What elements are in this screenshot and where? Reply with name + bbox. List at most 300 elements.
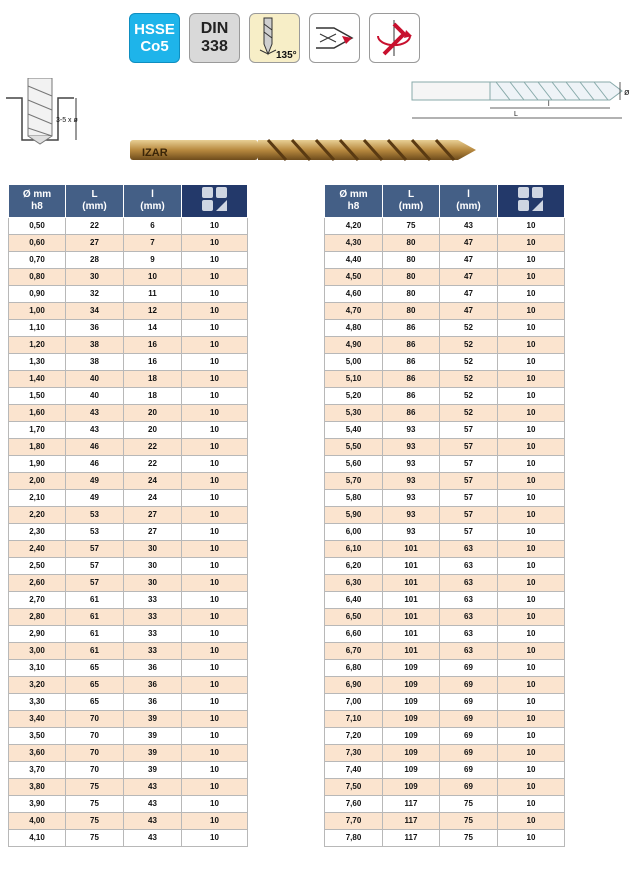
cell-pack-quantity: 10 — [498, 235, 565, 252]
cell-pack-quantity: 10 — [498, 388, 565, 405]
spec-table-left — [8, 184, 248, 847]
table-row — [325, 235, 565, 252]
cell-flute-length: 47 — [440, 252, 498, 269]
cell-total-length: 28 — [66, 252, 124, 269]
table-row — [325, 524, 565, 541]
cell-total-length: 34 — [66, 303, 124, 320]
cell-diameter: 4,80 — [325, 320, 383, 337]
cell-total-length: 117 — [383, 796, 440, 813]
cell-pack-quantity: 10 — [498, 779, 565, 796]
brand-label: IZAR — [142, 147, 168, 159]
cell-pack-quantity: 10 — [182, 303, 248, 320]
cell-diameter: 4,10 — [9, 830, 66, 847]
cell-total-length: 93 — [383, 490, 440, 507]
cell-flute-length: 47 — [440, 303, 498, 320]
cell-pack-quantity: 10 — [498, 269, 565, 286]
cell-flute-length: 52 — [440, 371, 498, 388]
cell-pack-quantity: 10 — [498, 422, 565, 439]
cell-pack-quantity: 10 — [182, 473, 248, 490]
cell-pack-quantity: 10 — [182, 813, 248, 830]
cell-flute-length: 10 — [124, 269, 182, 286]
cell-pack-quantity: 10 — [498, 796, 565, 813]
table-row — [9, 830, 248, 847]
table-row — [325, 286, 565, 303]
cell-diameter: 5,70 — [325, 473, 383, 490]
drill-dimension-diagram — [410, 74, 639, 126]
cell-diameter: 7,40 — [325, 762, 383, 779]
table-row — [325, 830, 565, 847]
cell-diameter: 3,70 — [9, 762, 66, 779]
cell-flute-length: 52 — [440, 388, 498, 405]
rotation-direction-icon — [370, 14, 419, 62]
cell-flute-length: 27 — [124, 507, 182, 524]
cell-pack-quantity: 10 — [498, 456, 565, 473]
cell-diameter: 1,50 — [9, 388, 66, 405]
table-row — [9, 779, 248, 796]
cell-pack-quantity: 10 — [182, 626, 248, 643]
cell-total-length: 86 — [383, 337, 440, 354]
cell-pack-quantity: 10 — [498, 541, 565, 558]
table-row — [325, 388, 565, 405]
table-row — [9, 439, 248, 456]
cell-total-length: 80 — [383, 235, 440, 252]
cell-flute-length: 52 — [440, 320, 498, 337]
cell-pack-quantity: 10 — [182, 218, 248, 235]
cell-diameter: 3,00 — [9, 643, 66, 660]
cell-diameter: 2,10 — [9, 490, 66, 507]
cell-flute-length: 16 — [124, 354, 182, 371]
drill-point-icon — [250, 14, 299, 62]
cell-flute-length: 75 — [440, 830, 498, 847]
cell-pack-quantity: 10 — [182, 558, 248, 575]
cell-total-length: 65 — [66, 677, 124, 694]
cell-total-length: 86 — [383, 320, 440, 337]
table-row — [9, 269, 248, 286]
cell-pack-quantity: 10 — [182, 354, 248, 371]
split-point-icon — [310, 14, 359, 62]
cell-total-length: 80 — [383, 286, 440, 303]
header-diameter: Ø mm h8 — [9, 185, 66, 218]
cell-total-length: 93 — [383, 422, 440, 439]
cell-total-length: 80 — [383, 269, 440, 286]
table-row — [9, 609, 248, 626]
table-row — [9, 320, 248, 337]
cell-flute-length: 20 — [124, 422, 182, 439]
cell-diameter: 3,30 — [9, 694, 66, 711]
pack-quantity-icon — [516, 185, 546, 213]
cell-diameter: 1,30 — [9, 354, 66, 371]
material-line2: Co5 — [140, 38, 169, 55]
cell-diameter: 6,40 — [325, 592, 383, 609]
cell-total-length: 117 — [383, 813, 440, 830]
drill-bit-image — [128, 133, 480, 167]
table-row — [9, 490, 248, 507]
cell-total-length: 49 — [66, 490, 124, 507]
cell-total-length: 86 — [383, 371, 440, 388]
cell-diameter: 4,90 — [325, 337, 383, 354]
cell-pack-quantity: 10 — [498, 728, 565, 745]
cell-flute-length: 16 — [124, 337, 182, 354]
cell-flute-length: 27 — [124, 524, 182, 541]
cell-diameter: 6,10 — [325, 541, 383, 558]
table-row — [9, 813, 248, 830]
cell-diameter: 1,10 — [9, 320, 66, 337]
cell-total-length: 43 — [66, 422, 124, 439]
cell-total-length: 101 — [383, 643, 440, 660]
table-row — [9, 728, 248, 745]
cell-pack-quantity: 10 — [498, 609, 565, 626]
cell-flute-length: 43 — [124, 830, 182, 847]
cell-flute-length: 33 — [124, 643, 182, 660]
cell-diameter: 6,60 — [325, 626, 383, 643]
cell-total-length: 75 — [66, 796, 124, 813]
cell-diameter: 7,20 — [325, 728, 383, 745]
cell-flute-length: 47 — [440, 286, 498, 303]
cell-total-length: 53 — [66, 507, 124, 524]
cell-total-length: 43 — [66, 405, 124, 422]
cell-diameter: 4,20 — [325, 218, 383, 235]
cell-flute-length: 22 — [124, 439, 182, 456]
cell-diameter: 0,60 — [9, 235, 66, 252]
cell-pack-quantity: 10 — [498, 558, 565, 575]
table-row — [325, 694, 565, 711]
table-row — [9, 524, 248, 541]
cell-total-length: 27 — [66, 235, 124, 252]
header-flute-length: l (mm) — [440, 185, 498, 218]
table-row — [9, 796, 248, 813]
table-row — [325, 643, 565, 660]
cell-diameter: 2,70 — [9, 592, 66, 609]
cell-flute-length: 69 — [440, 762, 498, 779]
cell-pack-quantity: 10 — [182, 745, 248, 762]
standard-line2: 338 — [201, 38, 228, 55]
cell-diameter: 3,50 — [9, 728, 66, 745]
cell-total-length: 57 — [66, 575, 124, 592]
cell-diameter: 2,20 — [9, 507, 66, 524]
cell-flute-length: 33 — [124, 609, 182, 626]
table-row — [325, 541, 565, 558]
cell-total-length: 61 — [66, 609, 124, 626]
cell-flute-length: 63 — [440, 558, 498, 575]
table-row — [9, 677, 248, 694]
cell-flute-length: 6 — [124, 218, 182, 235]
cell-diameter: 5,90 — [325, 507, 383, 524]
cell-diameter: 0,70 — [9, 252, 66, 269]
cell-pack-quantity: 10 — [182, 388, 248, 405]
cell-diameter: 3,80 — [9, 779, 66, 796]
cell-total-length: 75 — [66, 779, 124, 796]
standard-badge — [189, 13, 240, 63]
cell-diameter: 5,30 — [325, 405, 383, 422]
table-row — [325, 422, 565, 439]
table-row — [9, 643, 248, 660]
cell-pack-quantity: 10 — [182, 592, 248, 609]
cell-total-length: 117 — [383, 830, 440, 847]
cell-diameter: 4,50 — [325, 269, 383, 286]
cell-flute-length: 36 — [124, 677, 182, 694]
table-row — [325, 337, 565, 354]
cell-diameter: 4,40 — [325, 252, 383, 269]
cell-pack-quantity: 10 — [498, 252, 565, 269]
cell-flute-length: 36 — [124, 694, 182, 711]
table-row — [9, 541, 248, 558]
cell-diameter: 7,80 — [325, 830, 383, 847]
cell-flute-length: 39 — [124, 711, 182, 728]
cell-diameter: 3,20 — [9, 677, 66, 694]
cell-diameter: 4,00 — [9, 813, 66, 830]
cell-total-length: 101 — [383, 626, 440, 643]
table-row — [9, 745, 248, 762]
cell-flute-length: 39 — [124, 745, 182, 762]
cell-flute-length: 57 — [440, 507, 498, 524]
table-row — [9, 371, 248, 388]
cell-flute-length: 39 — [124, 728, 182, 745]
cell-pack-quantity: 10 — [498, 711, 565, 728]
table-row — [9, 354, 248, 371]
cell-pack-quantity: 10 — [498, 694, 565, 711]
cell-total-length: 75 — [66, 830, 124, 847]
cell-total-length: 30 — [66, 269, 124, 286]
cell-flute-length: 43 — [440, 218, 498, 235]
cell-diameter: 3,40 — [9, 711, 66, 728]
point-angle-badge — [249, 13, 300, 63]
cell-diameter: 5,50 — [325, 439, 383, 456]
cell-diameter: 1,00 — [9, 303, 66, 320]
cell-diameter: 4,60 — [325, 286, 383, 303]
cell-diameter: 6,30 — [325, 575, 383, 592]
cell-total-length: 36 — [66, 320, 124, 337]
cell-pack-quantity: 10 — [498, 337, 565, 354]
cell-pack-quantity: 10 — [498, 745, 565, 762]
cell-diameter: 2,00 — [9, 473, 66, 490]
cell-pack-quantity: 10 — [498, 813, 565, 830]
cell-pack-quantity: 10 — [182, 269, 248, 286]
table-row — [9, 626, 248, 643]
cell-total-length: 70 — [66, 745, 124, 762]
header-diameter: Ø mm h8 — [325, 185, 383, 218]
cell-total-length: 46 — [66, 456, 124, 473]
cell-diameter: 3,10 — [9, 660, 66, 677]
cell-pack-quantity: 10 — [182, 320, 248, 337]
cell-diameter: 2,80 — [9, 609, 66, 626]
table-row — [325, 745, 565, 762]
cell-flute-length: 33 — [124, 592, 182, 609]
cell-total-length: 38 — [66, 337, 124, 354]
cell-pack-quantity: 10 — [498, 405, 565, 422]
cell-diameter: 6,80 — [325, 660, 383, 677]
cell-flute-length: 47 — [440, 269, 498, 286]
cell-flute-length: 52 — [440, 337, 498, 354]
cell-pack-quantity: 10 — [498, 660, 565, 677]
cell-pack-quantity: 10 — [498, 218, 565, 235]
cell-pack-quantity: 10 — [498, 286, 565, 303]
cell-diameter: 5,10 — [325, 371, 383, 388]
cell-flute-length: 43 — [124, 779, 182, 796]
header-total-length: L (mm) — [383, 185, 440, 218]
table-row — [325, 405, 565, 422]
cell-pack-quantity: 10 — [498, 371, 565, 388]
cell-pack-quantity: 10 — [498, 575, 565, 592]
cell-diameter: 0,50 — [9, 218, 66, 235]
table-row — [9, 286, 248, 303]
cell-pack-quantity: 10 — [498, 762, 565, 779]
cell-diameter: 7,10 — [325, 711, 383, 728]
cell-flute-length: 57 — [440, 490, 498, 507]
cell-total-length: 65 — [66, 694, 124, 711]
cell-diameter: 0,90 — [9, 286, 66, 303]
table-row — [9, 592, 248, 609]
header-total-length: L (mm) — [66, 185, 124, 218]
material-line1: HSSE — [134, 21, 175, 38]
cell-diameter: 2,30 — [9, 524, 66, 541]
depth-label: 3-5 x ø — [56, 117, 78, 124]
cell-total-length: 93 — [383, 456, 440, 473]
cell-flute-length: 69 — [440, 728, 498, 745]
cell-flute-length: 69 — [440, 694, 498, 711]
cell-flute-length: 24 — [124, 473, 182, 490]
cell-flute-length: 20 — [124, 405, 182, 422]
cell-total-length: 109 — [383, 762, 440, 779]
cell-diameter: 1,80 — [9, 439, 66, 456]
cell-total-length: 101 — [383, 575, 440, 592]
cell-total-length: 86 — [383, 354, 440, 371]
table-row — [325, 609, 565, 626]
cell-flute-length: 22 — [124, 456, 182, 473]
cell-pack-quantity: 10 — [498, 507, 565, 524]
cell-total-length: 109 — [383, 660, 440, 677]
cell-diameter: 1,20 — [9, 337, 66, 354]
table-row — [9, 558, 248, 575]
cell-diameter: 1,90 — [9, 456, 66, 473]
header-pack-quantity — [182, 185, 248, 218]
table-row — [325, 677, 565, 694]
table-row — [325, 439, 565, 456]
cell-pack-quantity: 10 — [182, 286, 248, 303]
flute-length-label: l — [548, 101, 550, 108]
table-row — [325, 592, 565, 609]
cell-flute-length: 52 — [440, 354, 498, 371]
cell-diameter: 7,70 — [325, 813, 383, 830]
cell-pack-quantity: 10 — [182, 694, 248, 711]
cell-diameter: 6,20 — [325, 558, 383, 575]
cell-flute-length: 43 — [124, 796, 182, 813]
cell-flute-length: 69 — [440, 711, 498, 728]
header-pack-quantity — [498, 185, 565, 218]
cell-flute-length: 18 — [124, 388, 182, 405]
table-row — [325, 269, 565, 286]
cell-total-length: 93 — [383, 507, 440, 524]
cell-flute-length: 57 — [440, 473, 498, 490]
cell-flute-length: 57 — [440, 422, 498, 439]
cell-flute-length: 57 — [440, 439, 498, 456]
spec-table-right — [324, 184, 565, 847]
cell-total-length: 70 — [66, 711, 124, 728]
cell-flute-length: 43 — [124, 813, 182, 830]
cell-diameter: 2,40 — [9, 541, 66, 558]
drilling-depth-diagram — [0, 78, 110, 146]
cell-flute-length: 69 — [440, 660, 498, 677]
cell-total-length: 93 — [383, 524, 440, 541]
material-badge — [129, 13, 180, 63]
cell-pack-quantity: 10 — [182, 609, 248, 626]
cell-total-length: 61 — [66, 592, 124, 609]
cell-flute-length: 57 — [440, 456, 498, 473]
table-row — [325, 371, 565, 388]
pack-quantity-icon — [200, 185, 230, 213]
cell-total-length: 22 — [66, 218, 124, 235]
table-row — [325, 507, 565, 524]
cell-flute-length: 11 — [124, 286, 182, 303]
cell-total-length: 40 — [66, 388, 124, 405]
table-row — [325, 660, 565, 677]
cell-pack-quantity: 10 — [182, 439, 248, 456]
cell-total-length: 93 — [383, 473, 440, 490]
cell-flute-length: 57 — [440, 524, 498, 541]
cell-diameter: 1,70 — [9, 422, 66, 439]
diameter-label: ø — [624, 87, 630, 97]
cell-total-length: 75 — [66, 813, 124, 830]
table-row — [325, 558, 565, 575]
cell-pack-quantity: 10 — [182, 524, 248, 541]
cell-flute-length: 69 — [440, 779, 498, 796]
cell-total-length: 61 — [66, 643, 124, 660]
cell-flute-length: 69 — [440, 745, 498, 762]
cell-diameter: 1,40 — [9, 371, 66, 388]
cell-flute-length: 47 — [440, 235, 498, 252]
table-row — [9, 303, 248, 320]
cell-flute-length: 7 — [124, 235, 182, 252]
cell-diameter: 0,80 — [9, 269, 66, 286]
cell-total-length: 80 — [383, 303, 440, 320]
cell-diameter: 4,30 — [325, 235, 383, 252]
cell-pack-quantity: 10 — [182, 507, 248, 524]
cell-total-length: 109 — [383, 728, 440, 745]
cell-diameter: 6,70 — [325, 643, 383, 660]
cell-flute-length: 63 — [440, 575, 498, 592]
table-row — [325, 320, 565, 337]
cell-pack-quantity: 10 — [182, 490, 248, 507]
cell-total-length: 70 — [66, 728, 124, 745]
table-row — [9, 694, 248, 711]
header-flute-length: l (mm) — [124, 185, 182, 218]
cell-pack-quantity: 10 — [182, 235, 248, 252]
cell-total-length: 101 — [383, 541, 440, 558]
table-row — [325, 728, 565, 745]
cell-flute-length: 30 — [124, 558, 182, 575]
cell-diameter: 7,60 — [325, 796, 383, 813]
cell-diameter: 7,00 — [325, 694, 383, 711]
cell-flute-length: 24 — [124, 490, 182, 507]
cell-diameter: 3,90 — [9, 796, 66, 813]
cell-pack-quantity: 10 — [182, 711, 248, 728]
cell-total-length: 57 — [66, 558, 124, 575]
cell-pack-quantity: 10 — [182, 575, 248, 592]
cell-pack-quantity: 10 — [182, 337, 248, 354]
cell-diameter: 5,20 — [325, 388, 383, 405]
cell-flute-length: 63 — [440, 609, 498, 626]
table-row — [325, 473, 565, 490]
cell-total-length: 46 — [66, 439, 124, 456]
table-row — [325, 762, 565, 779]
cell-total-length: 75 — [383, 218, 440, 235]
cell-pack-quantity: 10 — [182, 762, 248, 779]
cell-diameter: 6,00 — [325, 524, 383, 541]
table-row — [325, 575, 565, 592]
table-row — [9, 235, 248, 252]
cell-pack-quantity: 10 — [182, 456, 248, 473]
cell-total-length: 101 — [383, 592, 440, 609]
table-row — [325, 626, 565, 643]
